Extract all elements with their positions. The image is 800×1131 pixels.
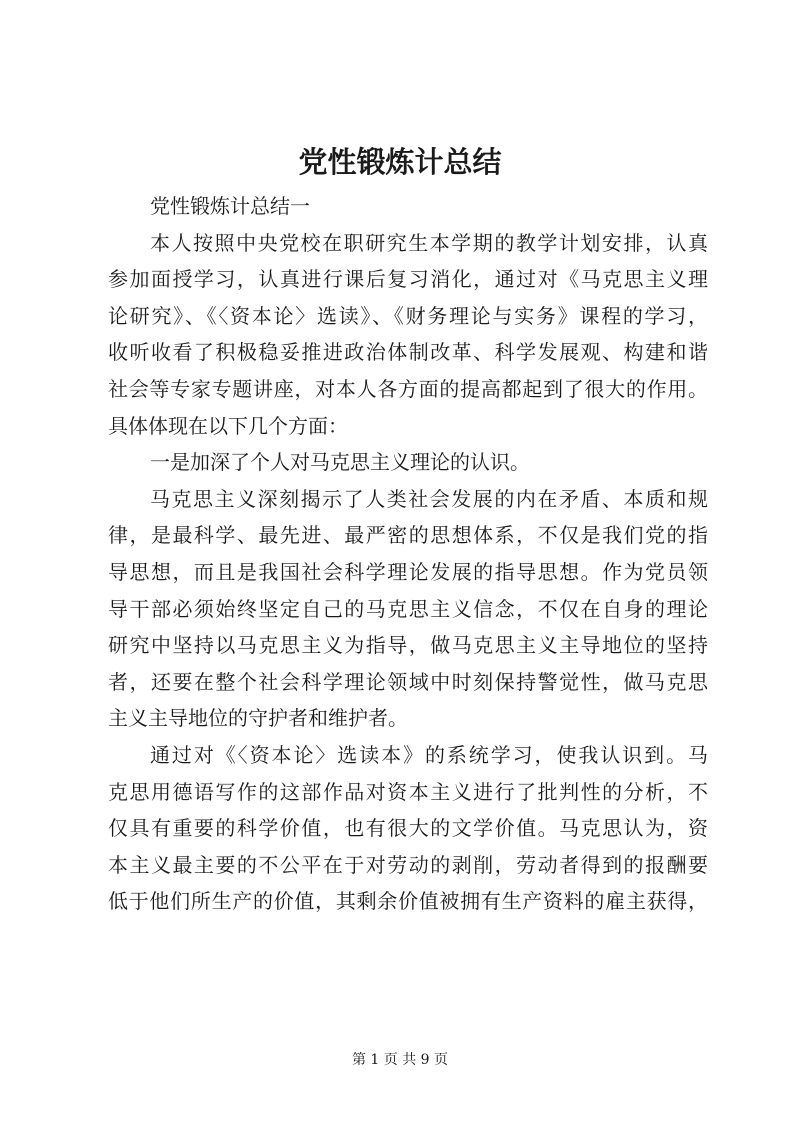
paragraph-line: 克思用德语写作的这部作品对资本主义进行了批判性的分析，不: [108, 779, 708, 804]
paragraph-line: 仅具有重要的科学价值，也有很大的文学价值。马克思认为，资: [108, 816, 708, 841]
paragraph-line: 研究中坚持以马克思主义为指导，做马克思主义主导地位的坚持: [108, 633, 708, 658]
document-title: 党性锻炼计总结: [298, 145, 502, 179]
paragraph-line: 马克思主义深刻揭示了人类社会发展的内在矛盾、本质和规: [150, 486, 708, 511]
paragraph-line: 通过对《〈资本论〉选读本》的系统学习，使我认识到。马: [150, 742, 708, 767]
paragraph-line: 收听收看了积极稳妥推进政治体制改革、科学发展观、构建和谐: [108, 340, 708, 365]
paragraph-line: 本人按照中央党校在职研究生本学期的教学计划安排，认真: [150, 230, 708, 255]
paragraph-line: 论研究》、《〈资本论〉选读》、《财务理论与实务》课程的学习，: [108, 303, 708, 328]
paragraph-line: 社会等专家专题讲座，对本人各方面的提高都起到了很大的作用。: [108, 376, 708, 401]
point-heading: 一是加深了个人对马克思主义理论的认识。: [150, 450, 530, 475]
paragraph-line: 者，还要在整个社会科学理论领域中时刻保持警觉性，做马克思: [108, 669, 708, 694]
page-footer: 第 1 页 共 9 页: [351, 1052, 449, 1068]
paragraph-line: 具体体现在以下几个方面：: [108, 413, 348, 438]
paragraph-line: 本主义最主要的不公平在于对劳动的剥削，劳动者得到的报酬要: [108, 852, 708, 877]
paragraph-line: 参加面授学习，认真进行课后复习消化，通过对《马克思主义理: [108, 267, 708, 292]
paragraph-line: 导干部必须始终坚定自己的马克思主义信念，不仅在自身的理论: [108, 596, 708, 621]
paragraph-line: 主义主导地位的守护者和维护者。: [108, 706, 408, 731]
document-body: [108, 188, 708, 920]
paragraph-line: 低于他们所生产的价值，其剩余价值被拥有生产资料的雇主获得，: [108, 889, 708, 914]
paragraph-line: 律，是最科学、最先进、最严密的思想体系，不仅是我们党的指: [108, 523, 708, 548]
paragraph-line: 导思想，而且是我国社会科学理论发展的指导思想。作为党员领: [108, 559, 708, 584]
section-heading: 党性锻炼计总结一: [150, 194, 310, 218]
